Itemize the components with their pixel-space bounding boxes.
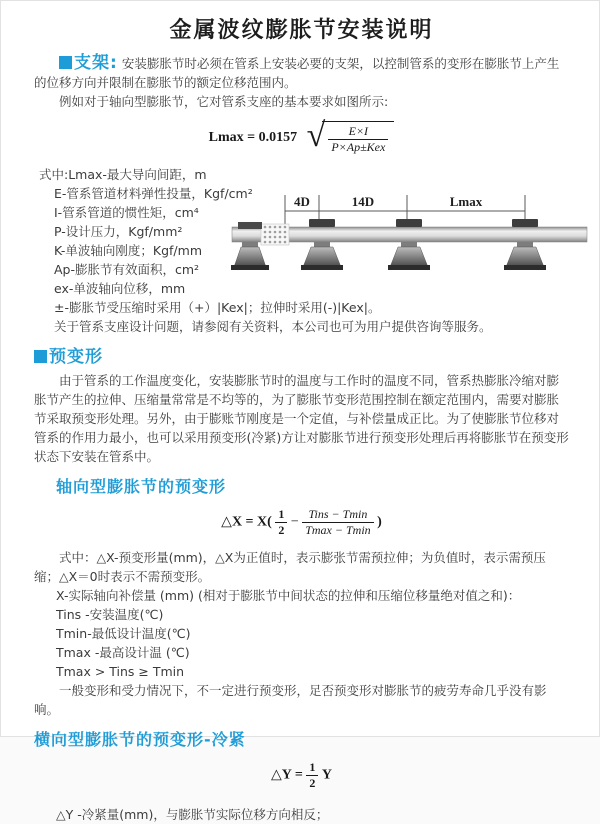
support-intro-paragraph [34,54,569,92]
lateral-subsection-heading: 横向型膨胀节的预变形-冷紧 [34,730,246,749]
lateral-formula [34,760,569,791]
fraction-numerator: E×I [328,124,388,140]
variables-and-diagram [34,165,569,336]
page-title: 金属波纹膨胀节安装说明 [169,18,434,43]
support-intro-text: 安装膨胀节时必须在管系上安装必要的支架，以控制管系的变形在膨胀节上产生的位移方向并限制在膨胀节的额定位移范围内。 [34,56,560,90]
dim-label-14d: 14D [351,194,375,209]
axial-formula [34,507,569,538]
lmax-fraction [328,124,388,155]
axial-variable: Tins -安装温度(℃) [56,607,164,622]
dim-label-lmax: Lmax [449,194,483,209]
formula-variable: E-管系管道材料弹性投量，Kgf/cm² [54,186,253,201]
blue-square-icon [59,56,72,69]
predeform-paragraph: 由于管系的工作温度变化，安装膨胀节时的温度与工作时的温度不同，管系热膨胀冷缩对膨胀节产生的拉伸、压缩量常常是不均等的，为了膨胀节变形范围控制在额定范围内，需要对膨胀节采取预变形处理。另外，由于膨账节刚度是一个定值，与补偿量成正比。为了使膨胀节位移对管系的作用力最小，也可以采用预变形(冷紧)方让对膨胀节进行预变形处理后再将膨胀节在预变形状态下安装在管系中。 [34,373,569,464]
formula-variable: ex-单波轴向位移，mm [54,281,186,296]
support-section-heading: 支架: [59,53,118,73]
radicand [322,121,394,155]
support-example-line: 例如对于轴向型膨胀节，它对管系支座的基本要求如图所示: [59,94,389,109]
formula-variable: I-管系管道的惯性矩，cm⁴ [54,205,199,220]
pipe-support-diagram [232,189,587,291]
axial-variable: Tmin-最低设计温度(℃) [56,626,191,641]
temperature-fraction: $\frac{\text{Tins − Tmin}}{Tmax - Tmin}$ [302,507,373,538]
axial-variable: X-实际轴向补偿量 (mm) (相对于膨胀节中间状态的拉伸和压缩位移量绝对值之和)： [56,588,521,603]
lateral-formula-rhs: Y [321,767,332,783]
axial-variable: Tmax -最高设计温 (℃) [56,645,190,660]
formula-variable: P-设计压力，Kgf/mm² [54,224,183,239]
guide-support [301,219,343,270]
axial-formula-rhs: ) [377,514,382,530]
lmax-formula [34,117,569,155]
formula-variable: K-单波轴向刚度；Kgf/mm [54,243,202,258]
sqrt-radical [306,117,395,155]
minus-sign: − [290,514,299,530]
lateral-formula-lhs: △Y = [271,767,303,783]
dim-label-4d: 4D [294,194,310,209]
formula-variable: ±-膨胀节受压缩时采用（+）|Kex|；拉伸时采用(-)|Kex|。 [54,300,381,315]
predeform-section-heading: 预变形 [34,342,569,367]
axial-subsection-heading: 轴向型膨胀节的预变形 [56,477,227,496]
lateral-formula-description: △Y -冷紧量(mm)，与膨胀节实际位移方向相反； [56,807,329,822]
radical-sign: √ [306,117,326,154]
formula-variable: Ap-膨胀节有效面积，cm² [54,262,200,277]
guide-support [388,219,430,270]
axial-formula-description: 式中：△X-预变形量(mm)，△X为正值时，表示膨张节需预拉伸；为负值时，表示需预压缩；△X＝0时表示不需预变形。 [34,550,546,584]
half-fraction: $\frac{1}{2}$ [275,507,287,538]
formula-variable: 式中:Lmax-最大导向间距，m [39,167,207,182]
support-note-line: 关于管系支座设计问题，请参阅有关资料，本公司也可为用户提供咨询等服务。 [54,319,492,334]
blue-square-icon [34,350,47,363]
lmax-formula-lhs: Lmax = 0.0157 [208,130,298,146]
axial-variable: Tmax > Tins ≥ Tmin [56,664,185,679]
axial-note: 一般变形和受力情况下，不一定进行预变形，足否预变形对膨胀节的疲劳寿命几乎没有影响。 [34,683,547,717]
bellows [261,224,289,245]
fraction-denominator: P×Ap±Kex [331,140,386,154]
axial-variable-list [34,586,569,681]
guide-support [504,219,546,270]
half-fraction: $\frac{1}{2}$ [306,760,318,791]
axial-formula-lhs: △X = X( [221,514,272,530]
document-content [1,13,599,824]
